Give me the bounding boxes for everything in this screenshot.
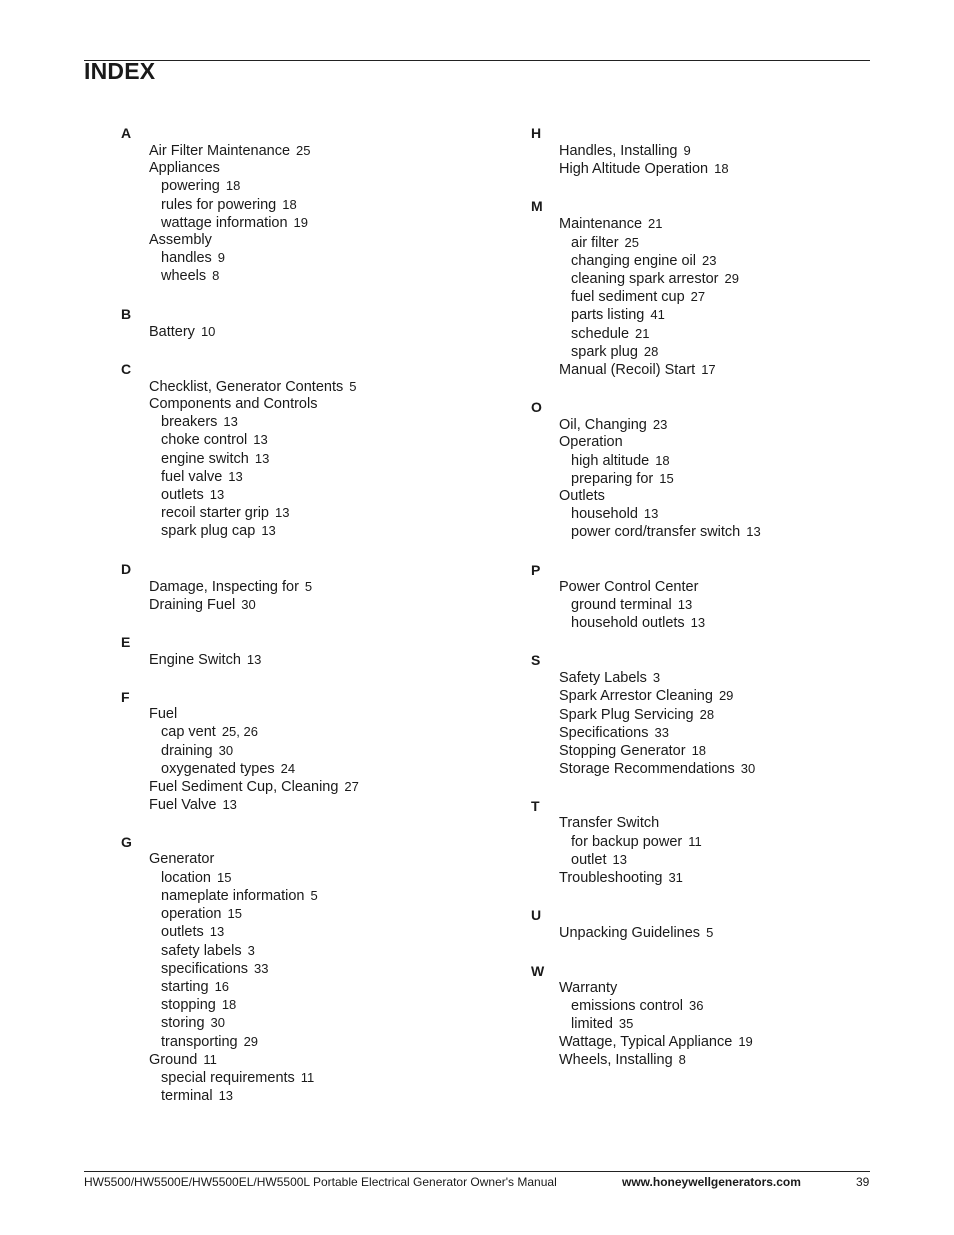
entry-text: Power Control Center [559,578,699,595]
entry-page-number: 3 [247,942,255,958]
index-subentry [531,523,761,541]
index-subentry [121,468,359,486]
section-letter: W [531,962,545,979]
entry-page-number: 8 [678,1052,686,1068]
index-subentry [121,1069,359,1087]
index-subentry [121,869,359,887]
section-letter: S [531,652,541,669]
index-entry [531,760,761,778]
entry-page-number: 30 [218,742,234,758]
index-entry [121,651,359,669]
entry-page-number: 5 [349,378,357,394]
index-entry [531,706,761,724]
entry-text: spark plug cap [161,523,256,540]
index-entry [121,160,359,177]
index-subentry [121,1087,359,1105]
entry-text: cleaning spark arrestor [571,271,719,288]
index-subentry [531,288,761,306]
index-section [531,561,761,633]
entry-text: Components and Controls [149,396,318,413]
index-subentry [121,1033,359,1051]
index-entry [121,396,359,413]
entry-page-number: 13 [261,523,276,539]
index-subentry [121,978,359,996]
entry-text: breakers [161,414,218,431]
entry-text: Appliances [149,160,220,177]
index-subentry [121,923,359,941]
entry-text: spark plug [571,343,638,360]
entry-page-number: 30 [210,1015,225,1031]
entry-page-number: 11 [688,833,702,849]
entry-text: Specifications [559,724,649,741]
entry-page-number: 35 [618,1015,634,1031]
index-subentry [531,306,761,324]
entry-text: draining [161,742,213,759]
entry-page-number: 23 [652,417,668,433]
entry-page-number: 18 [225,178,241,194]
entry-text: nameplate information [161,887,305,904]
entry-text: Operation [559,434,623,451]
footer-rule [84,1171,870,1172]
entry-text: Generator [149,851,215,868]
entry-text: powering [161,178,220,195]
entry-page-number: 13 [746,524,761,540]
entry-text: Manual (Recoil) Start [559,362,696,379]
entry-page-number: 41 [650,307,665,323]
entry-text: Outlets [559,488,605,505]
entry-text: cap vent [161,724,216,741]
section-letter: A [121,125,132,141]
index-entry [531,142,761,160]
entry-page-number: 13 [209,487,225,503]
entry-text: safety labels [161,942,242,959]
entry-page-number: 9 [217,250,226,266]
entry-text: engine switch [161,450,249,467]
entry-text: household [571,506,638,523]
entry-page-number: 17 [701,362,716,378]
entry-page-number: 19 [738,1034,753,1050]
entry-text: starting [161,978,209,995]
entry-page-number: 13 [253,432,268,448]
entry-text: Stopping Generator [559,743,686,760]
entry-text: Fuel Valve [149,797,217,814]
index-entry [531,1051,761,1069]
index-entry [531,724,761,742]
entry-page-number: 13 [223,414,238,430]
index-subentry [531,234,761,252]
index-section [121,360,359,541]
index-subentry [531,252,761,270]
entry-text: Storage Recommendations [559,761,735,778]
section-letter: G [121,834,132,851]
entry-page-number: 13 [690,615,706,631]
index-entry [121,142,359,160]
entry-text: transporting [161,1033,238,1050]
entry-page-number: 5 [310,887,318,903]
index-entry [531,361,761,379]
entry-text: power cord/transfer switch [571,524,741,541]
entry-text: Engine Switch [149,652,241,669]
index-subentry [531,270,761,288]
entry-text: operation [161,906,222,923]
index-subentry [121,267,359,285]
entry-text: terminal [161,1088,213,1105]
entry-text: air filter [571,234,619,251]
index-section [121,633,359,669]
index-entry [121,323,359,341]
entry-text: Handles, Installing [559,143,678,159]
entry-text: outlet [571,851,607,868]
entry-page-number: 10 [200,323,216,339]
index-entry [121,596,359,614]
entry-text: High Altitude Operation [559,161,709,178]
entry-text: Spark Arrestor Cleaning [559,688,713,705]
index-entry [121,778,359,796]
page-title: INDEX [84,58,156,84]
entry-page-number: 25 [624,234,640,250]
index-section [531,797,761,887]
index-column-right [531,122,761,1089]
index-entry [531,815,761,832]
index-subentry [121,486,359,504]
entry-page-number: 13 [218,1088,234,1104]
index-section [121,305,359,341]
entry-text: choke control [161,432,248,449]
entry-page-number: 5 [304,578,313,594]
index-entry [531,416,761,434]
index-subentry [121,996,359,1014]
entry-page-number: 15 [216,869,232,885]
index-entry [531,869,761,887]
entry-page-number: 27 [344,779,359,795]
entry-page-number: 36 [689,997,704,1013]
entry-page-number: 30 [241,596,256,612]
index-subentry [121,887,359,905]
index-subentry [121,504,359,522]
index-subentry [531,452,761,470]
entry-page-number: 13 [246,652,262,668]
entry-page-number: 8 [212,268,220,284]
section-letter: U [531,907,542,924]
index-subentry [121,1014,359,1032]
entry-text: oxygenated types [161,760,275,777]
entry-text: outlets [161,487,204,504]
section-letter: M [531,198,543,215]
entry-text: ground terminal [571,596,672,613]
index-subentry [121,742,359,760]
entry-page-number: 13 [612,851,627,867]
entry-text: Fuel [149,706,178,723]
index-section [121,560,359,614]
entry-text: Troubleshooting [559,870,663,887]
index-section [531,398,761,541]
entry-text: wattage information [161,214,288,231]
index-entry [531,434,761,451]
index-subentry [121,905,359,923]
entry-page-number: 13 [643,506,659,522]
section-letter: E [121,634,131,651]
index-subentry [531,343,761,361]
entry-text: stopping [161,997,216,1014]
index-section [121,833,359,1105]
index-entry [531,160,761,178]
entry-text: Safety Labels [559,670,647,687]
entry-text: Damage, Inspecting for [149,578,299,595]
index-subentry [531,833,761,851]
entry-page-number: 21 [648,216,663,232]
entry-text: Oil, Changing [559,417,647,434]
entry-text: preparing for [571,470,654,487]
index-entry [121,706,359,723]
entry-text: location [161,869,211,886]
section-letter: C [121,360,132,377]
index-entry [121,1051,359,1069]
entry-page-number: 11 [203,1051,217,1067]
index-entry [121,232,359,249]
index-section [121,124,359,286]
entry-page-number: 11 [300,1069,315,1085]
entry-text: fuel valve [161,468,223,485]
entry-page-number: 28 [643,343,659,359]
section-letter: H [531,125,542,141]
index-subentry [121,249,359,267]
index-subentry [121,450,359,468]
entry-text: Ground [149,1051,198,1068]
index-entry [531,924,761,942]
entry-text: household outlets [571,615,685,632]
entry-text: parts listing [571,307,645,324]
entry-text: Checklist, Generator Contents [149,378,344,395]
entry-text: Fuel Sediment Cup, Cleaning [149,779,339,796]
entry-page-number: 15 [659,470,674,486]
index-section [121,688,359,814]
index-subentry [121,177,359,195]
header-rule [84,60,870,61]
index-entry [121,578,359,596]
entry-page-number: 19 [293,214,309,230]
index-subentry [531,596,761,614]
entry-text: schedule [571,325,630,342]
index-entry [121,851,359,868]
section-letter: D [121,560,132,577]
entry-text: Wattage, Typical Appliance [559,1034,733,1051]
index-section [531,962,761,1070]
index-entry [531,687,761,705]
entry-page-number: 25, 26 [221,724,258,740]
entry-page-number: 24 [280,760,296,776]
index-subentry [531,851,761,869]
entry-page-number: 13 [254,450,270,466]
index-subentry [531,325,761,343]
index-subentry [531,505,761,523]
entry-page-number: 13 [228,468,243,484]
entry-page-number: 33 [654,724,669,740]
entry-page-number: 13 [222,797,237,813]
index-entry [531,669,761,687]
entry-page-number: 9 [683,143,691,158]
entry-text: Spark Plug Servicing [559,706,694,723]
entry-page-number: 16 [214,978,230,994]
entry-page-number: 18 [691,743,707,759]
entry-page-number: 15 [227,906,242,922]
entry-page-number: 18 [221,997,237,1013]
entry-text: outlets [161,924,204,941]
entry-page-number: 18 [282,196,297,212]
entry-text: storing [161,1015,205,1032]
entry-page-number: 31 [668,870,683,886]
section-letter: F [121,689,130,706]
entry-page-number: 13 [677,596,693,612]
index-subentry [121,942,359,960]
section-letter: B [121,305,132,322]
index-column-left [121,122,359,1124]
entry-text: recoil starter grip [161,505,269,522]
page-number: 39 [856,1175,870,1189]
entry-page-number: 28 [699,706,715,722]
index-subentry [121,413,359,431]
entry-page-number: 29 [718,688,734,704]
index-entry [531,742,761,760]
index-subentry [531,470,761,488]
entry-page-number: 25 [296,143,311,158]
entry-text: Warranty [559,979,618,996]
index-section [531,651,761,778]
entry-page-number: 27 [690,289,706,305]
entry-page-number: 5 [706,925,714,941]
entry-page-number: 18 [655,452,670,468]
index-subentry [121,431,359,449]
footer-manual-title: HW5500/HW5500E/HW5500EL/HW5500L Portable Electrical Generator Owner's Manual [84,1175,557,1189]
entry-text: changing engine oil [571,252,696,269]
entry-text: Maintenance [559,216,643,233]
entry-page-number: 33 [254,960,269,976]
entry-page-number: 29 [243,1033,259,1049]
entry-text: special requirements [161,1069,295,1086]
index-entry [121,796,359,814]
index-entry [531,579,761,596]
entry-text: Assembly [149,232,212,249]
entry-text: Draining Fuel [149,596,236,613]
entry-page-number: 18 [714,161,729,177]
entry-text: specifications [161,960,249,977]
index-entry [531,215,761,233]
entry-text: for backup power [571,833,683,850]
index-subentry [121,196,359,214]
index-subentry [121,760,359,778]
index-entry [531,488,761,505]
index-section [531,124,761,178]
index-subentry [121,723,359,741]
entry-text: high altitude [571,452,650,469]
entry-page-number: 29 [724,271,739,287]
entry-page-number: 30 [740,761,756,777]
index-subentry [121,522,359,540]
index-subentry [121,960,359,978]
index-subentry [531,614,761,632]
section-letter: O [531,399,542,416]
index-section [531,906,761,942]
entry-text: Battery [149,323,195,340]
index-entry [531,1033,761,1051]
entry-page-number: 13 [209,924,225,940]
entry-text: emissions control [571,997,684,1014]
entry-text: Air Filter Maintenance [149,143,291,159]
index-subentry [531,1015,761,1033]
index-entry [531,980,761,997]
entry-page-number: 13 [274,505,290,521]
section-letter: P [531,561,541,578]
entry-text: limited [571,1015,613,1032]
footer-website: www.honeywellgenerators.com [622,1175,801,1189]
index-entry [121,378,359,396]
entry-text: fuel sediment cup [571,289,685,306]
entry-text: handles [161,250,212,267]
section-letter: T [531,798,540,815]
entry-page-number: 21 [635,325,650,341]
entry-page-number: 3 [652,670,661,686]
index-section [531,197,761,379]
index-subentry [121,214,359,232]
entry-page-number: 23 [701,252,717,268]
index-subentry [531,997,761,1015]
entry-text: wheels [161,268,207,285]
entry-text: Unpacking Guidelines [559,925,701,942]
entry-text: Transfer Switch [559,815,660,832]
entry-text: Wheels, Installing [559,1052,673,1069]
entry-text: rules for powering [161,196,277,213]
